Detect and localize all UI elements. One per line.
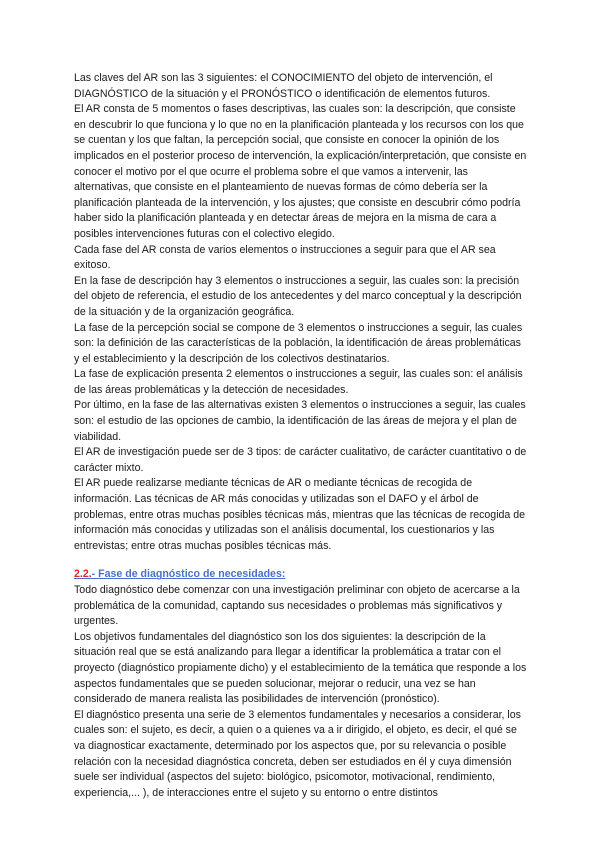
section-heading-link: [74, 568, 285, 580]
paragraph-social-perception-phase: La fase de la percepción social se compone de 3 elementos o instrucciones a seguir, las cuales son: la definición de las características de la población, la identificación de áreas problemáticas y el establecimiento y la descripción de los colectivos destinatarios.: [74, 321, 523, 365]
section-separator: -: [91, 568, 99, 581]
paragraph-alternatives-phase: Por último, en la fase de las alternativas existen 3 elementos o instrucciones a seguir, las cuales son: el estudio de las opciones de cambio, la identificación de las áreas de mejora y el plan de viabilidad.: [74, 399, 526, 443]
paragraph-diagnosis-objectives: Los objetivos fundamentales del diagnóstico son los dos siguientes: la descripción de la situación real que se está analizando para llegar a identificar la problemática a tratar con el proyecto (diagnóstico propiamente dicho) y el establecimiento de la temática que responde a los aspectos fundamentales que se pueden solucionar, mejorar o reducir, una vez se han considerado de manera realista las posibilidades de intervención (pronóstico).: [74, 630, 527, 706]
paragraph-diagnosis-elements: El diagnóstico presenta una serie de 3 elementos fundamentales y necesarios a considerar, los cuales son: el sujeto, es decir, a quien o a quienes va a ir dirigido, el objeto, es decir, el qué se va diagnosticar exactamente, determinado por los aspectos que, por su relevancia o posible relación con la necesidad diagnóstica concreta, deben ser estudiados en él y cuya dimensión suele ser individual (aspectos del sujeto: biológico, psicomotor, motivacional, rendimiento, experiencia,... ), de interacciones entre el sujeto y su entorno o entre distintos: [74, 708, 521, 799]
paragraph-explanation-phase: La fase de explicación presenta 2 elementos o instrucciones a seguir, las cuales son: el análisis de las áreas problemáticas y la detección de necesidades.: [74, 368, 523, 396]
section-number: 2.2.: [74, 568, 92, 581]
paragraph-ar-phases: El AR consta de 5 momentos o fases descriptivas, las cuales son: la descripción, que consiste en descubrir lo que funciona y lo que no en la planificación planteada y los recursos con los que se cuentan y los que faltan, la percepción social, que consiste en conocer la opinión de los implicados en el posterior proceso de intervención, la explicación/interpretación, que consiste en conocer el motivo por el que ocurre el problema sobre el que vamos a intervenir, las alternativas, que consiste en el planteamiento de nuevas formas de cómo debería ser la planificación planteada de la intervención, y los ajustes; que consiste en descubrir cómo podría haber sido la planificación planteada y en detectar áreas de mejora en la misma de cara a posibles intervenciones futuras con el colectivo elegido.: [74, 103, 527, 240]
paragraph-ar-techniques: El AR puede realizarse mediante técnicas de AR o mediante técnicas de recogida de información. Las técnicas de AR más conocidas y utilizadas son el DAFO y el árbol de problemas, entre otras muchas posibles técnicas más, mientras que las técnicas de recogida de información más conocidas y utilizadas son el análisis documental, los cuestionarios y las entrevistas; entre otras muchas posibles técnicas más.: [74, 477, 526, 552]
paragraph-description-phase: En la fase de descripción hay 3 elementos o instrucciones a seguir, las cuales son: la precisión del objeto de referencia, el estudio de los antecedentes y del marco conceptual y la descripción de la situación y de la organización geográfica.: [74, 274, 522, 318]
paragraph-ar-types: El AR de investigación puede ser de 3 tipos: de carácter cualitativo, de carácter cuantitativo o de carácter mixto.: [74, 446, 527, 474]
section-title: Fase de diagnóstico de necesidades:: [98, 568, 286, 581]
paragraph-diagnosis-start: Todo diagnóstico debe comenzar con una investigación preliminar con objeto de acercarse a la problemática de la comunidad, captando sus necesidades o problemas más significativos y urgentes.: [74, 584, 520, 628]
paragraph-phase-elements: Cada fase del AR consta de varios elementos o instrucciones a seguir para que el AR sea exitoso.: [74, 243, 496, 272]
paragraph-ar-keys: Las claves del AR son las 3 siguientes: el CONOCIMIENTO del objeto de intervención, el DIAGNÓSTICO de la situación y el PRONÓSTICO o identificación de elementos futuros.: [74, 72, 493, 100]
section-heading: [74, 567, 527, 583]
document-body: [74, 71, 527, 801]
